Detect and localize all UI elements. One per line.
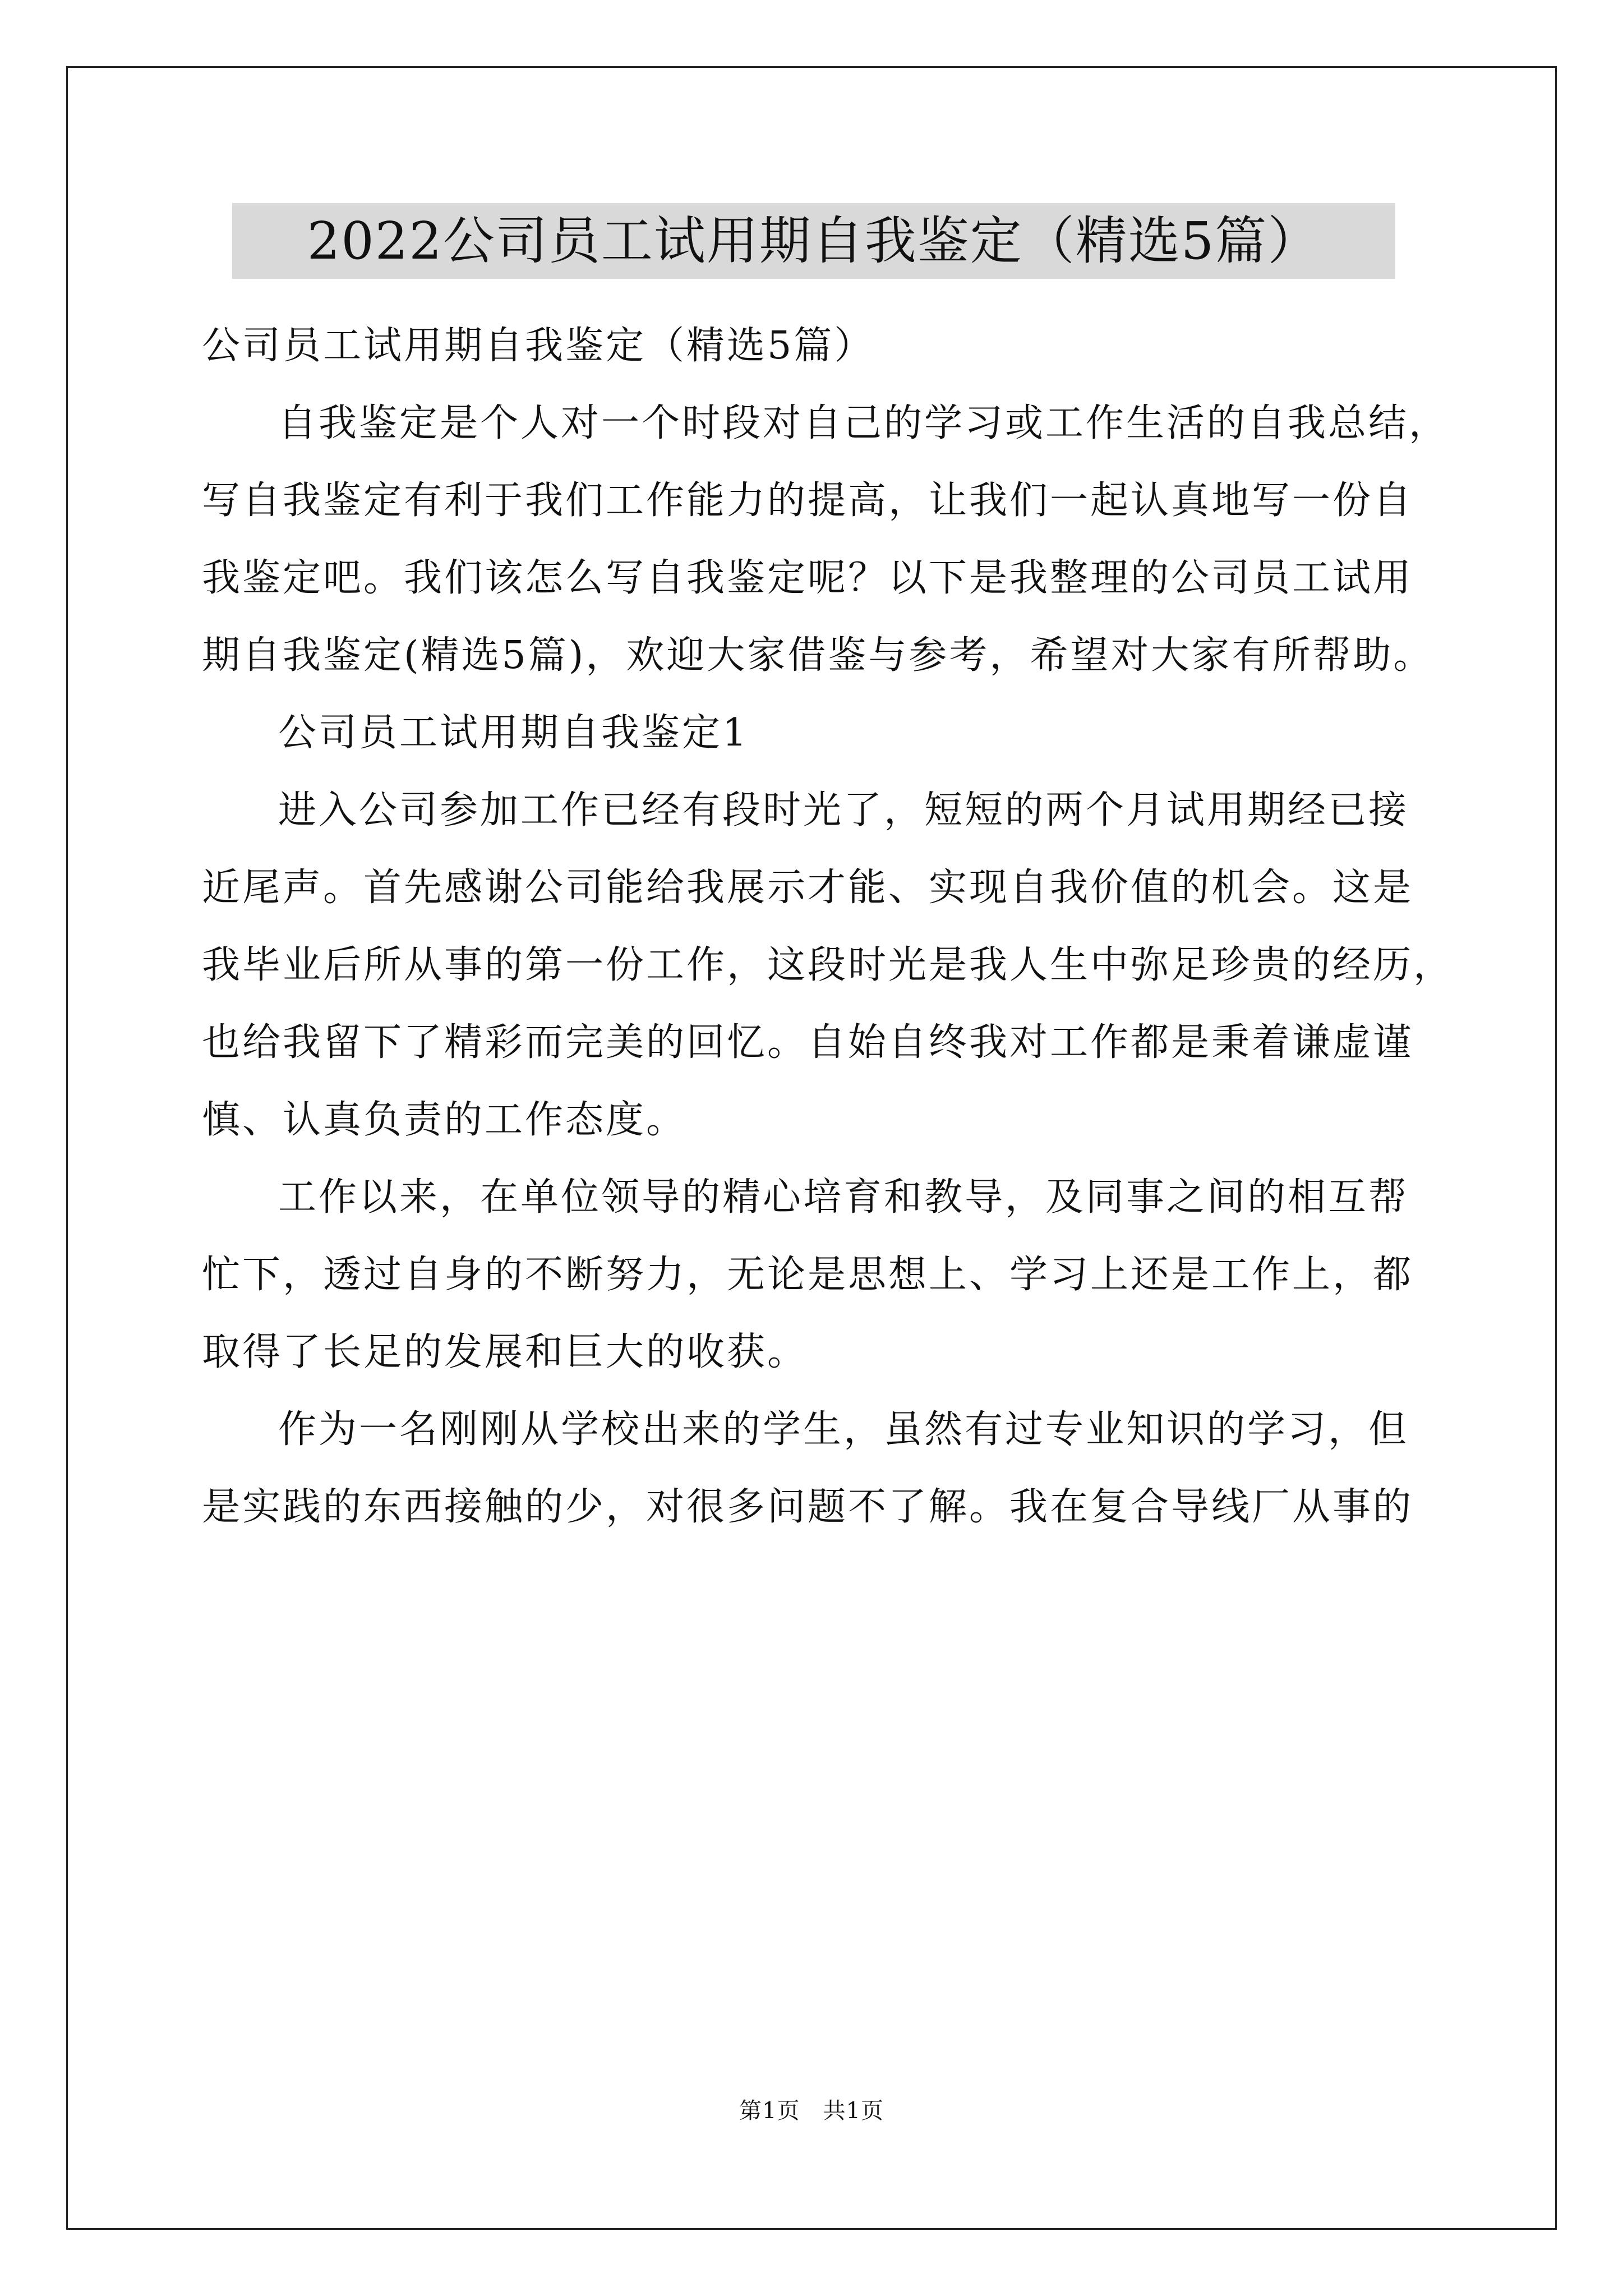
intro-paragraph bbox=[202, 385, 1464, 694]
paragraph-line: 进入公司参加工作已经有段时光了，短短的两个月试用期经已接 bbox=[278, 788, 1409, 832]
intro-line: 期自我鉴定(精选5篇)，欢迎大家借鉴与参考，希望对大家有所帮助。 bbox=[202, 633, 1434, 678]
paragraph-line: 是实践的东西接触的少，对很多问题不了解。我在复合导线厂从事的 bbox=[202, 1485, 1414, 1529]
paragraph-line: 忙下，透过自身的不断努力，无论是思想上、学习上还是工作上，都 bbox=[202, 1253, 1414, 1297]
page-footer: 第1页 共1页 bbox=[739, 2098, 884, 2124]
paragraph-2 bbox=[202, 1159, 1464, 1391]
paragraph-3 bbox=[202, 1391, 1464, 1546]
paragraph-line: 近尾声。首先感谢公司能给我展示才能、实现自我价值的机会。这是 bbox=[202, 866, 1414, 910]
document-body bbox=[202, 307, 1464, 1546]
intro-line: 写自我鉴定有利于我们工作能力的提高，让我们一起认真地写一份自 bbox=[202, 478, 1414, 523]
intro-line: 我鉴定吧。我们该怎么写自我鉴定呢？以下是我整理的公司员工试用 bbox=[202, 556, 1414, 600]
paragraph-line: 慎、认真负责的工作态度。 bbox=[202, 1098, 687, 1142]
paragraph-line: 取得了长足的发展和巨大的收获。 bbox=[202, 1330, 808, 1374]
paragraph-line: 工作以来，在单位领导的精心培育和教导，及同事之间的相互帮 bbox=[278, 1175, 1409, 1220]
document-title: 2022公司员工试用期自我鉴定（精选5篇） bbox=[232, 203, 1395, 279]
paragraph-line: 也给我留下了精彩而完美的回忆。自始自终我对工作都是秉着谦虚谨 bbox=[202, 1020, 1414, 1065]
paragraph-line: 作为一名刚刚从学校出来的学生，虽然有过专业知识的学习，但 bbox=[278, 1407, 1409, 1452]
paragraph-line: 我毕业后所从事的第一份工作，这段时光是我人生中弥足珍贵的经历， bbox=[202, 943, 1454, 987]
section-heading: 公司员工试用期自我鉴定1 bbox=[278, 711, 749, 755]
paragraph-1 bbox=[202, 772, 1464, 1159]
subtitle: 公司员工试用期自我鉴定（精选5篇） bbox=[202, 324, 875, 368]
intro-line: 自我鉴定是个人对一个时段对自己的学习或工作生活的自我总结， bbox=[278, 401, 1450, 445]
